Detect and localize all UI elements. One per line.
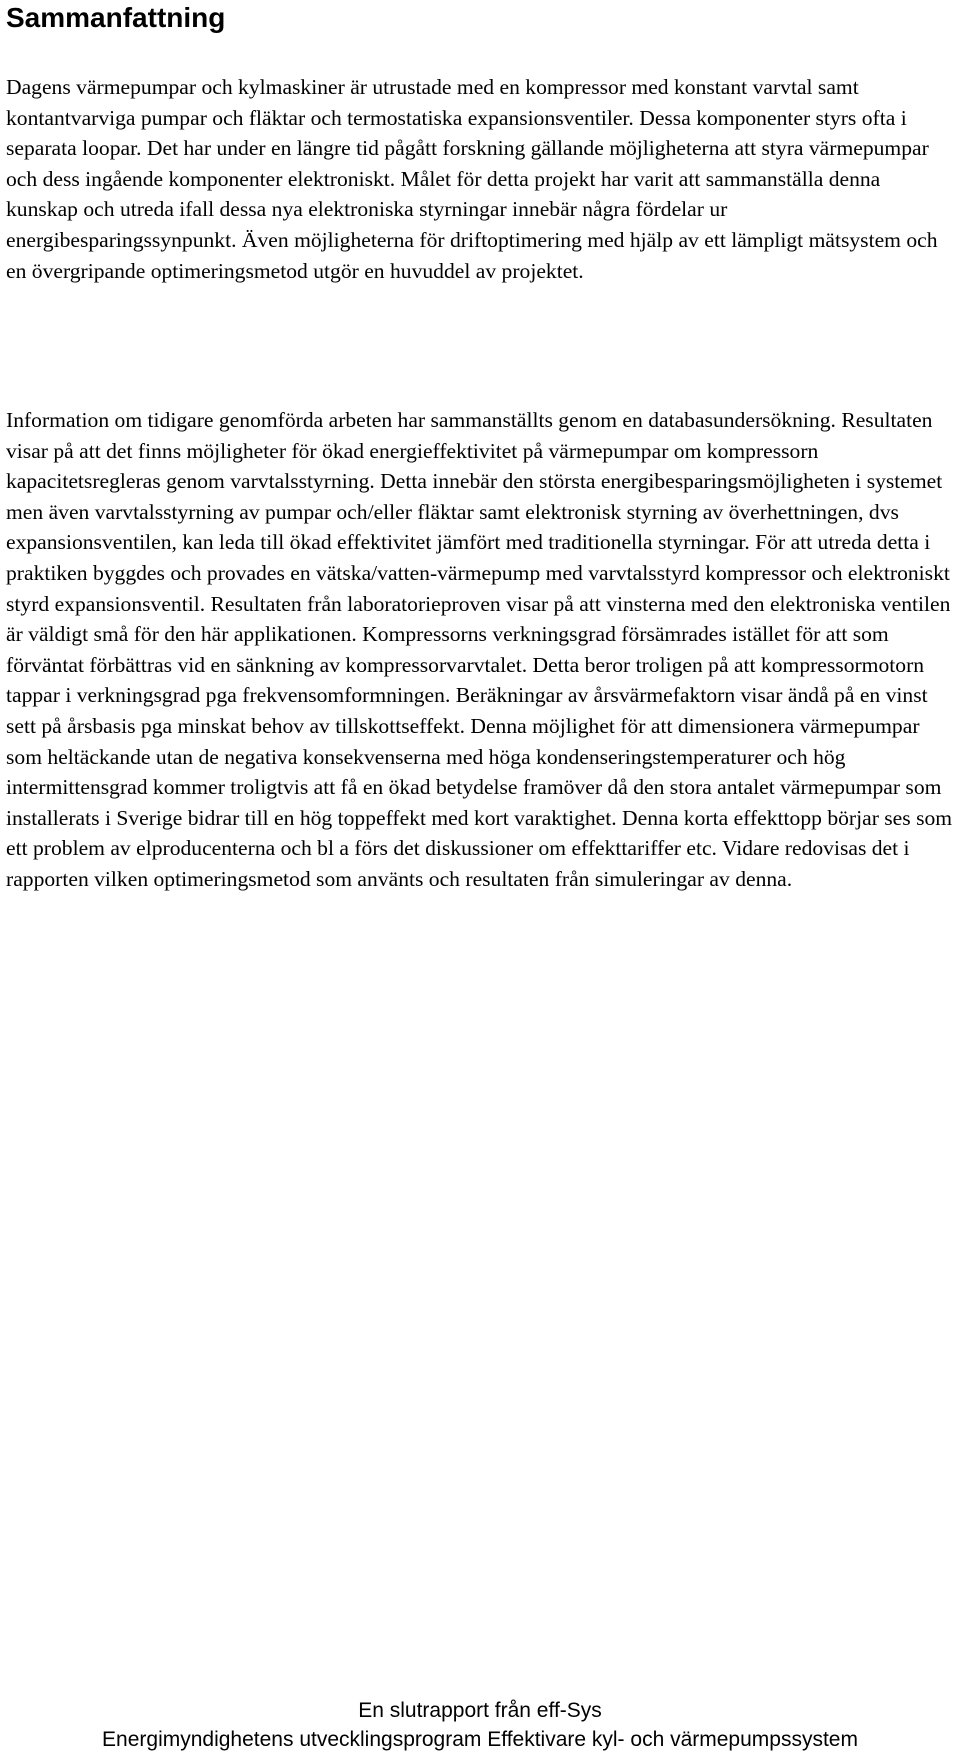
footer-report-line: En slutrapport från eff-Sys <box>358 1699 602 1722</box>
footer-program-line: Energimyndighetens utvecklingsprogram Effektivare kyl- och värmepumpssystem <box>102 1728 858 1751</box>
section-heading: Sammanfattning <box>6 2 226 33</box>
summary-paragraph-1: Dagens värmepumpar och kylmaskiner är utrustade med en kompressor med konstant varvtal samt kontantvarviga pumpar och fläktar och termostatiska expansionsventiler. Dessa komponenter styrs ofta i separata loopar. Det har under en längre tid pågått forskning gällande möjligheterna att styra värmepumpar och dess ingående komponenter elektroniskt. Målet för detta projekt har varit att sammanställa denna kunskap och utreda ifall dessa nya elektroniska styrningar innebär några fördelar ur energibesparingssynpunkt. Även möjligheterna för driftoptimering med hjälp av ett lämpligt mätsystem och en övergripande optimeringsmetod utgör en huvuddel av projektet. <box>6 75 938 283</box>
summary-paragraph-2: Information om tidigare genomförda arbeten har sammanställts genom en databasundersökning. Resultaten visar på att det finns möjligheter för ökad energieffektivitet på värmepumpar om kompressorn kapacitetsregleras genom varvtalsstyrning. Detta innebär den största energibesparingsmöjligheten i systemet men även varvtalsstyrning av pumpar och/eller fläktar samt elektronisk styrning av överhettningen, dvs expansionsventilen, kan leda till ökad effektivitet jämfört med traditionella styrningar. För att utreda detta i praktiken byggdes och provades en vätska/vatten-värmepump med varvtalsstyrd kompressor och elektroniskt styrd expansionsventil. Resultaten från laboratorieproven visar på att vinsterna med den elektroniska ventilen är väldigt små för den här applikationen. Kompressorns verkningsgrad försämrades istället för att som förväntat förbättras vid en sänkning av kompressorvarvtalet. Detta beror troligen på att kompressormotorn tappar i verkningsgrad pga frekvensomformningen. Beräkningar av årsvärmefaktorn visar ändå på en vinst sett på årsbasis pga minskat behov av tillskottseffekt. Denna möjlighet för att dimensionera värmepumpar som heltäckande utan de negativa konsekvenserna med höga kondenseringstemperaturer och hög intermittensgrad kommer troligtvis att få en ökad betydelse framöver då den stora antalet värmepumpar som installerats i Sverige bidrar till en hög toppeffekt med kort varaktighet. Denna korta effekttopp börjar ses som ett problem av elproducenterna och bl a förs det diskussioner om effekttariffer etc. Vidare redovisas det i rapporten vilken optimeringsmetod som använts och resultaten från simuleringar av denna. <box>6 408 953 891</box>
